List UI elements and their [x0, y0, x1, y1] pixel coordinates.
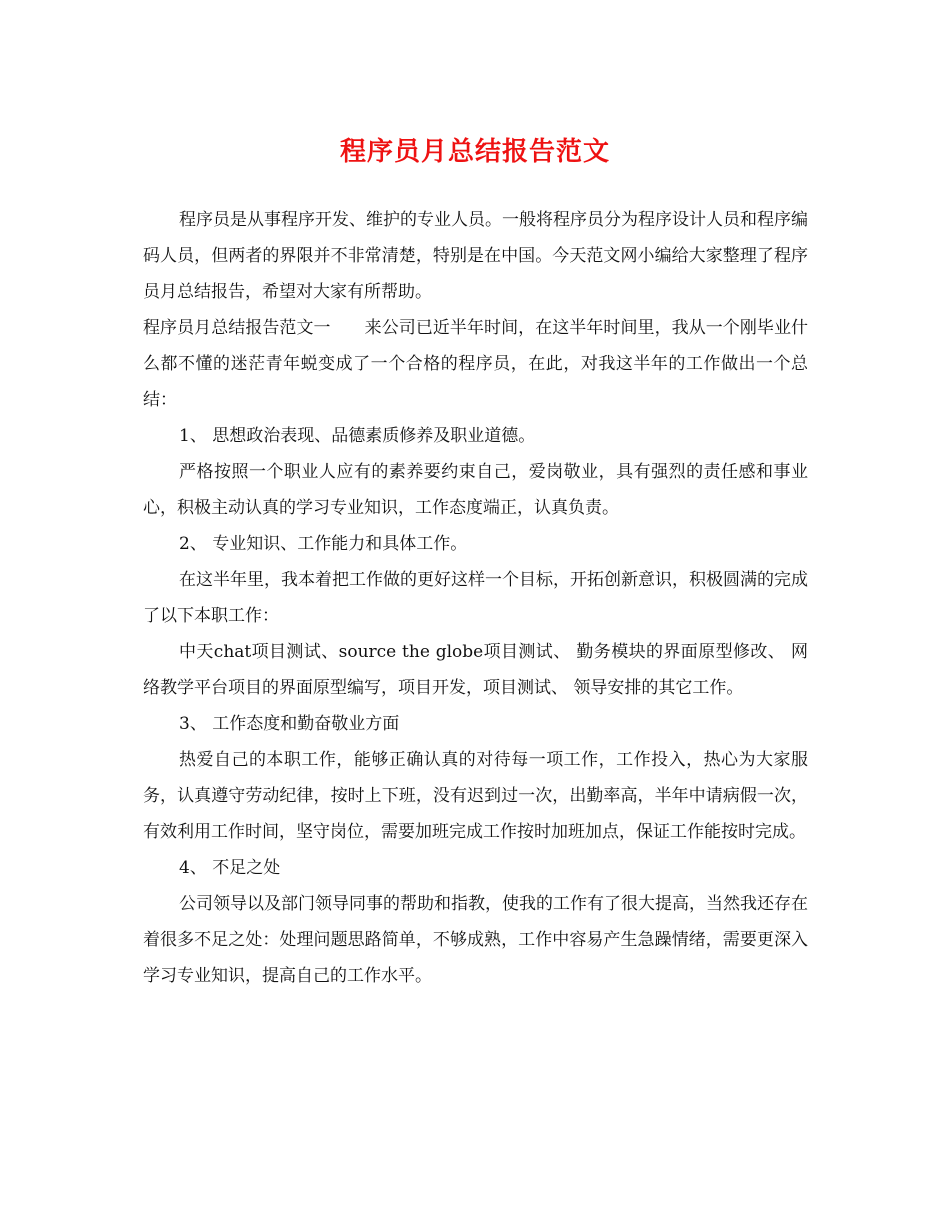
section-lead: [143, 310, 808, 418]
intro-paragraph: 程序员是从事程序开发、维护的专业人员。一般将程序员分为程序设计人员和程序编码人员，但两者的界限并不非常清楚，特别是在中国。今天范文网小编给大家整理了程序员月总结报告，希望对大家有所帮助。: [143, 210, 808, 302]
item-heading-4: 4、 不足之处: [179, 858, 281, 878]
section-label: 程序员月总结报告范文一: [143, 318, 331, 338]
section-opening: 来公司已近半年时间，在这半年时间里，我从一个刚毕业什么都不懂的迷茫青年蜕变成了一个合格的程序员，在此，对我这半年的工作做出一个总结：: [143, 318, 809, 410]
item-heading-2: 2、 专业知识、工作能力和具体工作。: [179, 534, 468, 554]
item-heading-1: 1、 思想政治表现、品德素质修养及职业道德。: [179, 426, 536, 446]
item-paragraph: 严格按照一个职业人应有的素养要约束自己，爱岗敬业，具有强烈的责任感和事业心，积极主动认真的学习专业知识，工作态度端正，认真负责。: [143, 462, 808, 518]
item-paragraph: 热爱自己的本职工作，能够正确认真的对待每一项工作，工作投入，热心为大家服务，认真遵守劳动纪律，按时上下班，没有迟到过一次，出勤率高，半年中请病假一次，有效利用工作时间，坚守岗位，需要加班完成工作按时加班加点，保证工作能按时完成。: [143, 750, 808, 842]
page-title: 程序员月总结报告范文: [339, 137, 610, 167]
item-paragraph: 在这半年里，我本着把工作做的更好这样一个目标，开拓创新意识，积极圆满的完成了以下本职工作：: [143, 570, 808, 626]
item-heading-3: 3、 工作态度和勤奋敬业方面: [179, 714, 400, 734]
document-body: [143, 202, 808, 994]
item-paragraph: 公司领导以及部门领导同事的帮助和指教，使我的工作有了很大提高，当然我还存在着很多不足之处：处理问题思路简单，不够成熟，工作中容易产生急躁情绪，需要更深入学习专业知识，提高自己的工作水平。: [143, 894, 808, 986]
item-paragraph: 中天chat项目测试、source the globe项目测试、 勤务模块的界面原型修改、 网络教学平台项目的界面原型编写，项目开发，项目测试、 领导安排的其它工作。: [143, 642, 808, 698]
